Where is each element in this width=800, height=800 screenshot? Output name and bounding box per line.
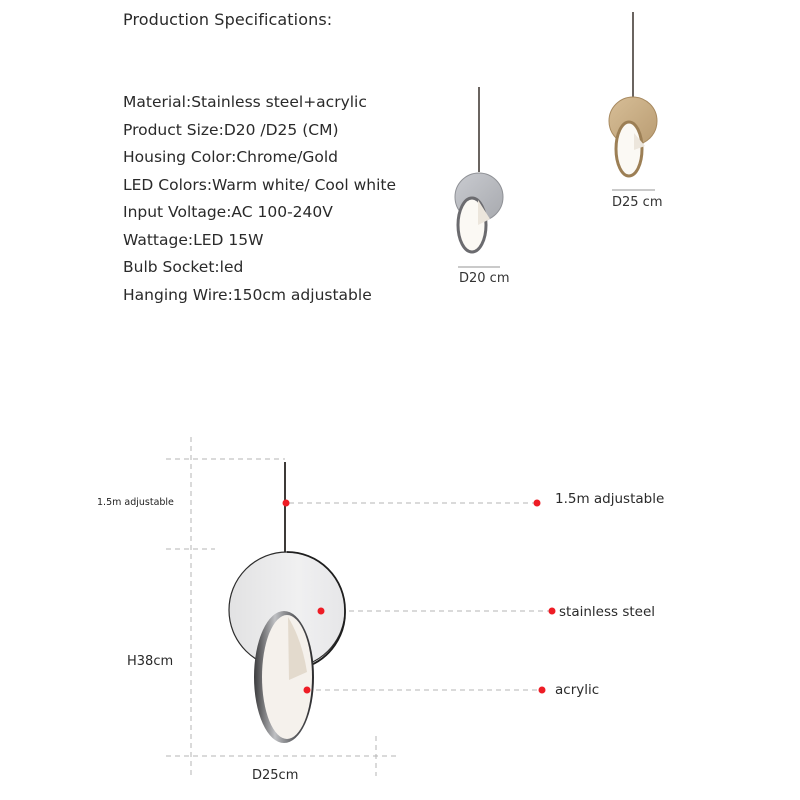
- spec-item-wattage: Wattage:LED 15W: [123, 230, 264, 249]
- wire-length-note: 1.5m adjustable: [97, 497, 174, 508]
- marker-acrylic: [304, 687, 311, 694]
- height-label: H38cm: [127, 654, 174, 669]
- spec-item-hanging-wire: Hanging Wire:150cm adjustable: [123, 285, 372, 304]
- callout-stainless-steel: stainless steel: [559, 604, 656, 620]
- spec-item-bulb-socket: Bulb Socket:led: [123, 258, 244, 276]
- lamp-d25-ring: [616, 122, 642, 176]
- dimension-guides: [166, 437, 552, 778]
- marker-steel: [318, 608, 325, 615]
- marker-acrylic-label: [539, 687, 546, 694]
- spec-item-led-colors: LED Colors:Warm white/ Cool white: [123, 175, 397, 194]
- diameter-label: D25cm: [252, 768, 299, 783]
- spec-item-input-voltage: Input Voltage:AC 100-240V: [123, 203, 333, 221]
- spec-title: Production Specifications:: [123, 10, 333, 29]
- lamp-d25-size-label: D25 cm: [612, 195, 663, 210]
- lamp-d20-chrome: [455, 87, 503, 267]
- diagram-acrylic-panel: [262, 615, 312, 739]
- lamp-d20-size-label: D20 cm: [459, 271, 510, 286]
- callout-acrylic: acrylic: [555, 682, 600, 698]
- marker-steel-label: [549, 608, 556, 615]
- marker-wire: [283, 500, 290, 507]
- lamp-d25-gold: [609, 12, 657, 190]
- callout-wire: 1.5m adjustable: [555, 491, 665, 507]
- spec-item-material: Material:Stainless steel+acrylic: [123, 93, 367, 111]
- spec-item-size: Product Size:D20 /D25 (CM): [123, 120, 339, 139]
- marker-wire-label: [534, 500, 541, 507]
- spec-item-housing-color: Housing Color:Chrome/Gold: [123, 148, 339, 166]
